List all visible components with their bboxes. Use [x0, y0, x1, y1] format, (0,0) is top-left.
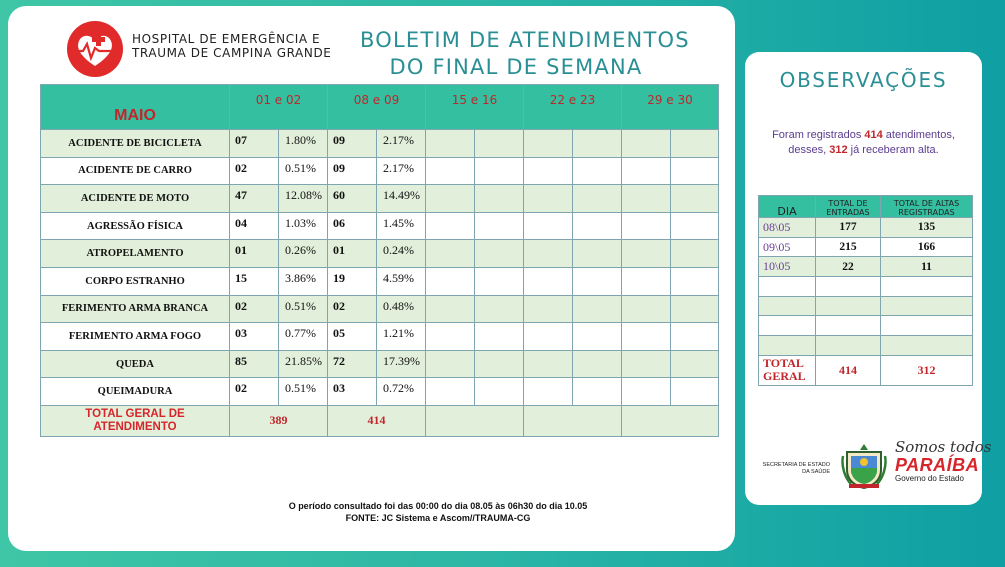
percent-cell: 0.77%: [279, 323, 328, 351]
total-value: 389: [230, 405, 328, 436]
empty-cell: [573, 323, 622, 351]
footer-note: [258, 500, 618, 524]
category-cell: FERIMENTO ARMA FOGO: [41, 323, 230, 351]
count-cell: 03: [328, 378, 377, 406]
count-cell: 47: [230, 185, 279, 213]
obs-text-part: já receberam alta.: [847, 144, 939, 156]
empty-cell: [475, 157, 524, 185]
secretaria-line1: SECRETARIA DE ESTADO: [762, 462, 830, 468]
empty-cell: [426, 405, 524, 436]
empty-cell: [524, 185, 573, 213]
empty-cell: [426, 185, 475, 213]
empty-cell: [426, 267, 475, 295]
empty-cell: [426, 350, 475, 378]
empty-cell: [671, 267, 719, 295]
daily-row: [759, 218, 973, 238]
empty-cell: [426, 323, 475, 351]
empty-cell: [759, 336, 816, 356]
empty-cell: [622, 323, 671, 351]
period-header: 29 e 30: [622, 85, 719, 130]
count-cell: 05: [328, 323, 377, 351]
obs-total-registered: 414: [864, 129, 883, 141]
count-cell: 15: [230, 267, 279, 295]
empty-cell: [426, 130, 475, 158]
count-cell: 04: [230, 212, 279, 240]
category-cell: FERIMENTO ARMA BRANCA: [41, 295, 230, 323]
daily-row: [759, 336, 973, 356]
secretaria-label: [758, 462, 830, 476]
empty-cell: [524, 405, 622, 436]
empty-cell: [759, 296, 816, 316]
empty-cell: [881, 277, 973, 297]
category-cell: CORPO ESTRANHO: [41, 267, 230, 295]
empty-cell: [524, 378, 573, 406]
total-altas-value: 312: [881, 355, 973, 385]
empty-cell: [426, 212, 475, 240]
footer-source-text: FONTE: JC Sistema e Ascom//TRAUMA-CG: [345, 513, 531, 523]
period-header: 22 e 23: [524, 85, 622, 130]
table-header-row: [41, 85, 719, 130]
empty-cell: [524, 323, 573, 351]
empty-cell: [524, 350, 573, 378]
table-row: [41, 212, 719, 240]
table-row: [41, 378, 719, 406]
table-row: [41, 240, 719, 268]
hospital-name-line1: HOSPITAL DE EMERGÊNCIA E: [132, 32, 321, 46]
empty-cell: [622, 212, 671, 240]
empty-cell: [475, 267, 524, 295]
percent-cell: 12.08%: [279, 185, 328, 213]
percent-cell: 2.17%: [377, 130, 426, 158]
col-dia: DIA: [759, 196, 816, 218]
observations-title: OBSERVAÇÕES: [779, 68, 948, 92]
empty-cell: [622, 350, 671, 378]
empty-cell: [426, 378, 475, 406]
secretaria-line2: DA SAÚDE: [802, 469, 830, 475]
empty-cell: [475, 295, 524, 323]
empty-cell: [475, 130, 524, 158]
empty-cell: [573, 350, 622, 378]
table-row: [41, 323, 719, 351]
empty-cell: [573, 378, 622, 406]
period-header: 15 e 16: [426, 85, 524, 130]
table-row: [41, 157, 719, 185]
gov-subtitle: Governo do Estado: [895, 474, 964, 483]
footer-period-text: O período consultado foi das 00:00 do dia 08.05 às 06h30 do dia 10.05: [288, 501, 588, 511]
category-cell: ACIDENTE DE BICICLETA: [41, 130, 230, 158]
empty-cell: [671, 130, 719, 158]
daily-row: [759, 316, 973, 336]
empty-cell: [759, 277, 816, 297]
daily-header-row: [759, 196, 973, 218]
empty-cell: [475, 185, 524, 213]
empty-cell: [671, 323, 719, 351]
count-cell: 03: [230, 323, 279, 351]
hospital-name: [132, 32, 331, 60]
state-crest-icon: [841, 442, 887, 490]
empty-cell: [426, 157, 475, 185]
empty-cell: [475, 323, 524, 351]
entradas-cell: 22: [816, 257, 881, 277]
count-cell: 01: [230, 240, 279, 268]
category-cell: QUEDA: [41, 350, 230, 378]
count-cell: 07: [230, 130, 279, 158]
altas-cell: 11: [881, 257, 973, 277]
col-entradas-line1: TOTAL DE: [828, 199, 868, 208]
percent-cell: 4.59%: [377, 267, 426, 295]
observations-panel: [745, 52, 992, 505]
total-geral-label: [759, 355, 816, 385]
empty-cell: [622, 240, 671, 268]
category-cell: QUEIMADURA: [41, 378, 230, 406]
empty-cell: [671, 212, 719, 240]
percent-cell: 21.85%: [279, 350, 328, 378]
empty-cell: [573, 185, 622, 213]
total-label-line1: TOTAL GERAL DE: [85, 407, 185, 420]
table-row: [41, 267, 719, 295]
total-row: [41, 405, 719, 436]
empty-cell: [881, 336, 973, 356]
empty-cell: [475, 240, 524, 268]
entradas-cell: 177: [816, 218, 881, 238]
day-cell: 10\05: [759, 257, 816, 277]
category-cell: ACIDENTE DE MOTO: [41, 185, 230, 213]
percent-cell: 2.17%: [377, 157, 426, 185]
empty-cell: [816, 316, 881, 336]
gov-state-name: PARAÍBA: [895, 455, 980, 475]
empty-cell: [475, 350, 524, 378]
table-row: [41, 130, 719, 158]
empty-cell: [881, 296, 973, 316]
daily-row: [759, 296, 973, 316]
empty-cell: [881, 316, 973, 336]
month-header: MAIO: [41, 85, 230, 130]
empty-cell: [524, 130, 573, 158]
obs-text-part: atendimentos, desses,: [788, 129, 955, 156]
empty-cell: [573, 240, 622, 268]
category-cell: ATROPELAMENTO: [41, 240, 230, 268]
percent-cell: 14.49%: [377, 185, 426, 213]
percent-cell: 0.24%: [377, 240, 426, 268]
empty-cell: [622, 267, 671, 295]
total-geral-row: [759, 355, 973, 385]
count-cell: 60: [328, 185, 377, 213]
title-line2: DO FINAL DE SEMANA: [389, 55, 643, 79]
empty-cell: [671, 295, 719, 323]
percent-cell: 0.51%: [279, 295, 328, 323]
empty-cell: [671, 157, 719, 185]
empty-cell: [622, 185, 671, 213]
hospital-name-line2: TRAUMA DE CAMPINA GRANDE: [132, 46, 332, 60]
empty-cell: [475, 378, 524, 406]
category-cell: AGRESSÃO FÍSICA: [41, 212, 230, 240]
obs-total-discharged: 312: [829, 144, 848, 156]
empty-cell: [573, 212, 622, 240]
percent-cell: 17.39%: [377, 350, 426, 378]
empty-cell: [816, 336, 881, 356]
empty-cell: [524, 157, 573, 185]
count-cell: 02: [328, 295, 377, 323]
attendance-table: [40, 84, 719, 437]
count-cell: 85: [230, 350, 279, 378]
col-total-altas: [881, 196, 973, 218]
hospital-heart-logo-icon: [66, 20, 124, 78]
day-cell: 09\05: [759, 237, 816, 257]
total-label: [41, 405, 230, 436]
table-row: [41, 185, 719, 213]
percent-cell: 0.51%: [279, 378, 328, 406]
obs-text-part: Foram registrados: [772, 129, 865, 141]
table-row: [41, 295, 719, 323]
altas-cell: 135: [881, 218, 973, 238]
percent-cell: 3.86%: [279, 267, 328, 295]
gov-slogan: Somos todos: [895, 438, 992, 456]
col-entradas-line2: ENTRADAS: [826, 208, 870, 217]
empty-cell: [671, 185, 719, 213]
daily-row: [759, 237, 973, 257]
empty-cell: [622, 157, 671, 185]
total-geral-line1: TOTAL: [763, 356, 804, 371]
empty-cell: [622, 378, 671, 406]
period-header: 08 e 09: [328, 85, 426, 130]
empty-cell: [475, 212, 524, 240]
count-cell: 09: [328, 130, 377, 158]
empty-cell: [524, 240, 573, 268]
count-cell: 01: [328, 240, 377, 268]
total-entradas-value: 414: [816, 355, 881, 385]
empty-cell: [622, 295, 671, 323]
count-cell: 72: [328, 350, 377, 378]
period-header: 01 e 02: [230, 85, 328, 130]
empty-cell: [573, 267, 622, 295]
empty-cell: [524, 267, 573, 295]
count-cell: 09: [328, 157, 377, 185]
government-logo: [895, 438, 992, 483]
empty-cell: [816, 296, 881, 316]
table-row: [41, 350, 719, 378]
altas-cell: 166: [881, 237, 973, 257]
count-cell: 06: [328, 212, 377, 240]
empty-cell: [426, 295, 475, 323]
empty-cell: [816, 277, 881, 297]
empty-cell: [671, 350, 719, 378]
page-title: [360, 27, 690, 81]
total-value: 414: [328, 405, 426, 436]
empty-cell: [622, 130, 671, 158]
observations-text: [757, 128, 970, 158]
daily-discharge-table: [758, 195, 973, 386]
empty-cell: [426, 240, 475, 268]
empty-cell: [622, 405, 719, 436]
percent-cell: 1.45%: [377, 212, 426, 240]
empty-cell: [671, 378, 719, 406]
percent-cell: 1.03%: [279, 212, 328, 240]
empty-cell: [671, 240, 719, 268]
empty-cell: [573, 130, 622, 158]
count-cell: 19: [328, 267, 377, 295]
percent-cell: 0.51%: [279, 157, 328, 185]
percent-cell: 0.72%: [377, 378, 426, 406]
daily-row: [759, 277, 973, 297]
percent-cell: 1.80%: [279, 130, 328, 158]
daily-row: [759, 257, 973, 277]
empty-cell: [573, 295, 622, 323]
col-altas-line2: REGISTRADAS: [898, 208, 955, 217]
col-altas-line1: TOTAL DE ALTAS: [893, 199, 960, 208]
col-total-entradas: [816, 196, 881, 218]
total-geral-line2: GERAL: [763, 369, 806, 384]
percent-cell: 0.26%: [279, 240, 328, 268]
empty-cell: [759, 316, 816, 336]
percent-cell: 1.21%: [377, 323, 426, 351]
category-cell: ACIDENTE DE CARRO: [41, 157, 230, 185]
main-panel: [8, 6, 735, 551]
day-cell: 08\05: [759, 218, 816, 238]
count-cell: 02: [230, 295, 279, 323]
count-cell: 02: [230, 378, 279, 406]
empty-cell: [573, 157, 622, 185]
empty-cell: [524, 212, 573, 240]
title-line1: BOLETIM DE ATENDIMENTOS: [360, 28, 690, 52]
percent-cell: 0.48%: [377, 295, 426, 323]
total-label-line2: ATENDIMENTO: [93, 420, 177, 433]
empty-cell: [524, 295, 573, 323]
count-cell: 02: [230, 157, 279, 185]
entradas-cell: 215: [816, 237, 881, 257]
